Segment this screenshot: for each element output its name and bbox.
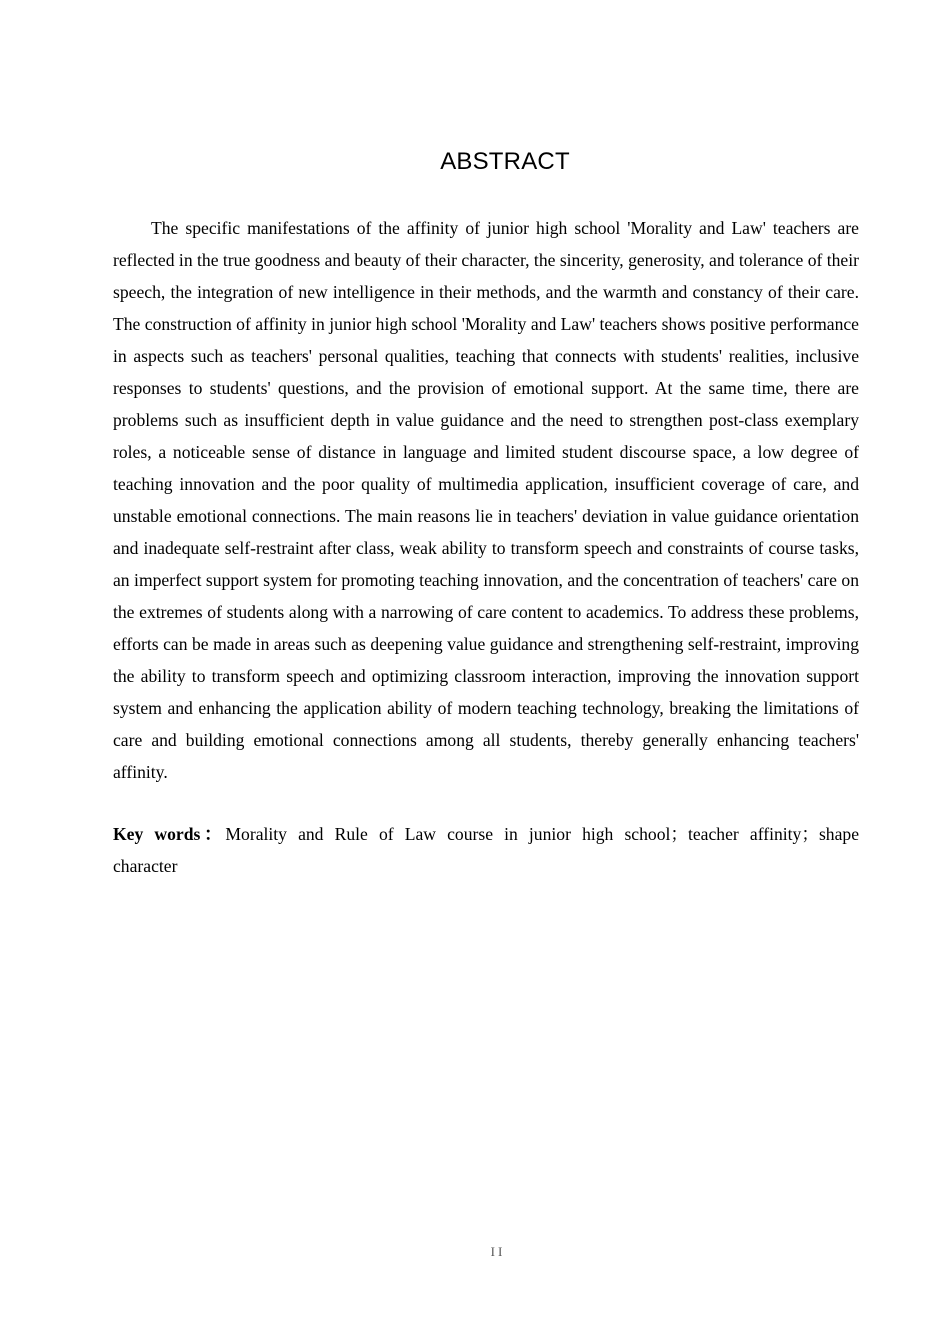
keywords-text: Morality and Rule of Law course in junior high school；teacher affinity；shape character (113, 824, 860, 876)
keywords-label: Key words： (113, 824, 226, 844)
keywords-line (113, 818, 859, 882)
page-number: II (490, 1244, 506, 1259)
abstract-body: The specific manifestations of the affinity of junior high school 'Morality and Law' teachers are reflected in the true goodness and beauty of their character, the sincerity, generosity, and tolerance of their speech, the integration of new intelligence in their methods, and the warmth and constancy of their care. The construction of affinity in junior high school 'Morality and Law' teachers shows positive performance in aspects such as teachers' personal qualities, teaching that connects with students' realities, inclusive responses to students' questions, and the provision of emotional support. At the same time, there are problems such as insufficient depth in value guidance and the need to strengthen post-class exemplary roles, a noticeable sense of distance in language and limited student discourse space, a low degree of teaching innovation and the poor quality of multimedia application, insufficient coverage of care, and unstable emotional connections. The main reasons lie in teachers' deviation in value guidance orientation and inadequate self-restraint after class, weak ability to transform speech and constraints of course tasks, an imperfect support system for promoting teaching innovation, and the concentration of teachers' care on the extremes of students along with a narrowing of care content to academics. To address these problems, efforts can be made in areas such as deepening value guidance and strengthening self-restraint, improving the ability to transform speech and optimizing classroom interaction, improving the innovation support system and enhancing the application ability of modern teaching technology, breaking the limitations of care and building emotional connections among all students, thereby generally enhancing teachers' affinity. (113, 218, 859, 782)
abstract-title: ABSTRACT (440, 148, 570, 175)
